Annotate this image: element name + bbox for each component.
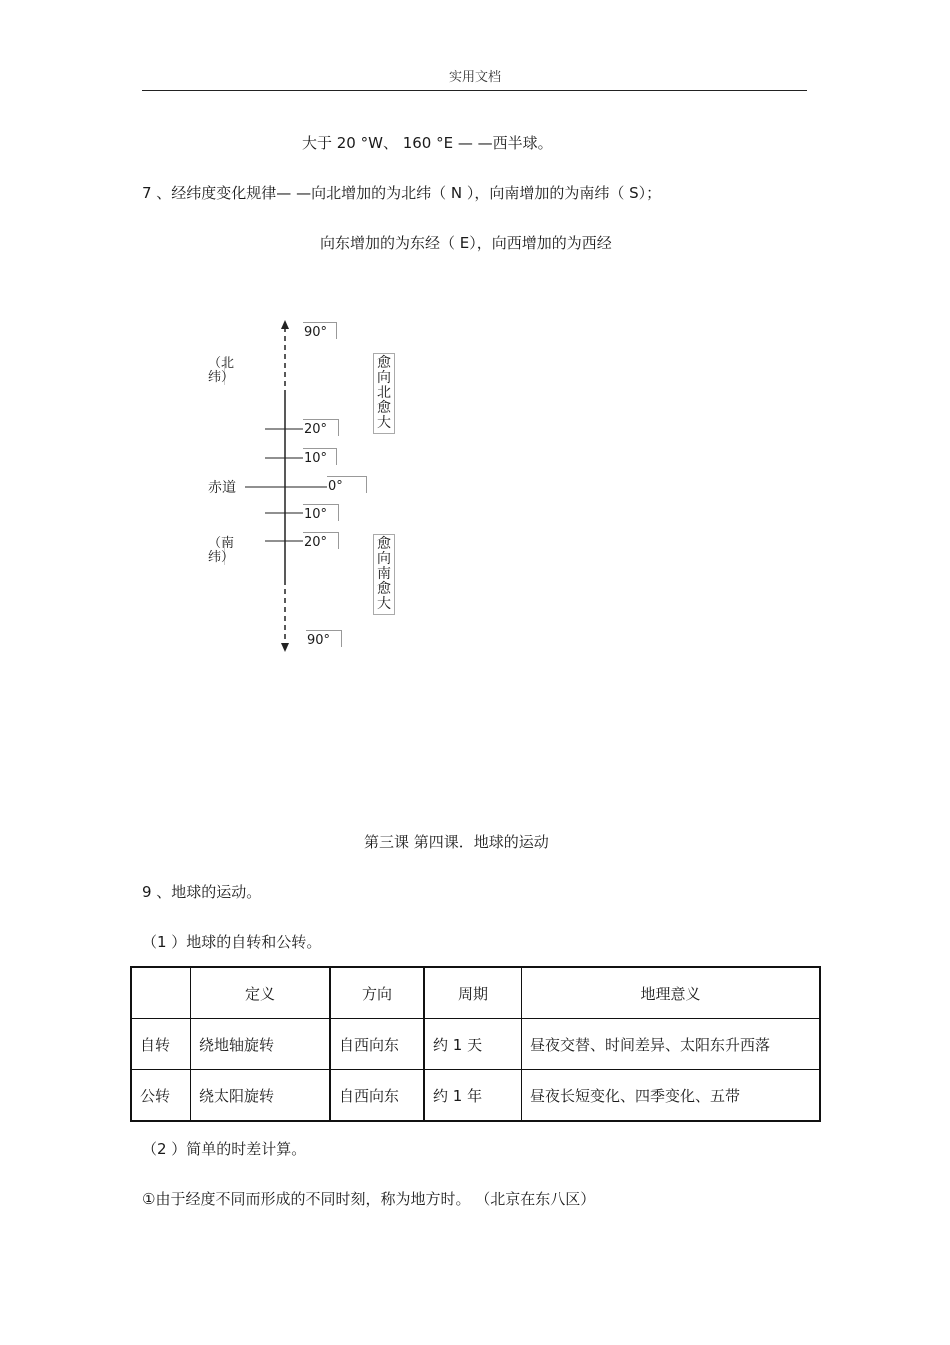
latitude-diagram	[190, 305, 420, 665]
subsection-time-difference: （2 ）简单的时差计算。	[142, 1140, 307, 1158]
north-arrowhead	[281, 320, 289, 329]
table-row	[131, 1019, 820, 1070]
table-cell: 绕太阳旋转	[191, 1070, 331, 1122]
table-header-cell: 周期	[424, 967, 522, 1019]
table-cell: 自转	[131, 1019, 191, 1070]
table-cell: 约 1 天	[424, 1019, 522, 1070]
text-local-time: ①由于经度不同而形成的不同时刻，称为地方时。 （北京在东八区）	[142, 1190, 596, 1208]
label-equator: 赤道	[208, 480, 236, 496]
south-arrowhead	[281, 643, 289, 652]
label-90-north: 90°	[303, 322, 337, 339]
table-cell: 自西向东	[330, 1019, 424, 1070]
label-increase-south: 愈向南愈大	[373, 534, 395, 615]
lesson-title: 第三课 第四课．地球的运动	[364, 833, 549, 851]
text-western-hemisphere: 大于 20 °W、 160 °E — —西半球。	[302, 134, 553, 152]
label-north-latitude: （北纬）	[208, 356, 235, 385]
section-9-heading: 9 、地球的运动。	[142, 883, 262, 901]
label-10-south: 10°	[303, 504, 339, 521]
table-cell: 昼夜交替、时间差异、太阳东升西落	[522, 1019, 821, 1070]
table-cell: 自西向东	[330, 1070, 424, 1122]
text-rule-7: 7 、经纬度变化规律— —向北增加的为北纬（ N ），向南增加的为南纬（ S）；	[142, 184, 662, 202]
table-header-row	[131, 967, 820, 1019]
text-east-west-longitude: 向东增加的为东经（ E），向西增加的为西经	[320, 234, 612, 252]
header-divider	[142, 90, 807, 91]
table-header-cell	[131, 967, 191, 1019]
table-cell: 公转	[131, 1070, 191, 1122]
table-row	[131, 1070, 820, 1122]
table-header-cell: 地理意义	[522, 967, 821, 1019]
subsection-rotation-revolution: （1 ）地球的自转和公转。	[142, 933, 322, 951]
label-increase-north: 愈向北愈大	[373, 353, 395, 434]
label-20-north: 20°	[303, 419, 339, 436]
label-20-south: 20°	[303, 532, 339, 549]
label-90-south: 90°	[306, 630, 342, 647]
table-header-cell: 定义	[191, 967, 331, 1019]
label-0: 0°	[327, 476, 367, 493]
label-south-latitude: （南纬）	[208, 536, 235, 565]
page-header-title: 实用文档	[448, 70, 501, 85]
table-cell: 昼夜长短变化、四季变化、五带	[522, 1070, 821, 1122]
table-header-cell: 方向	[330, 967, 424, 1019]
table-cell: 绕地轴旋转	[191, 1019, 331, 1070]
label-10-north: 10°	[303, 448, 337, 465]
table-cell: 约 1 年	[424, 1070, 522, 1122]
earth-motion-table	[130, 966, 821, 1122]
